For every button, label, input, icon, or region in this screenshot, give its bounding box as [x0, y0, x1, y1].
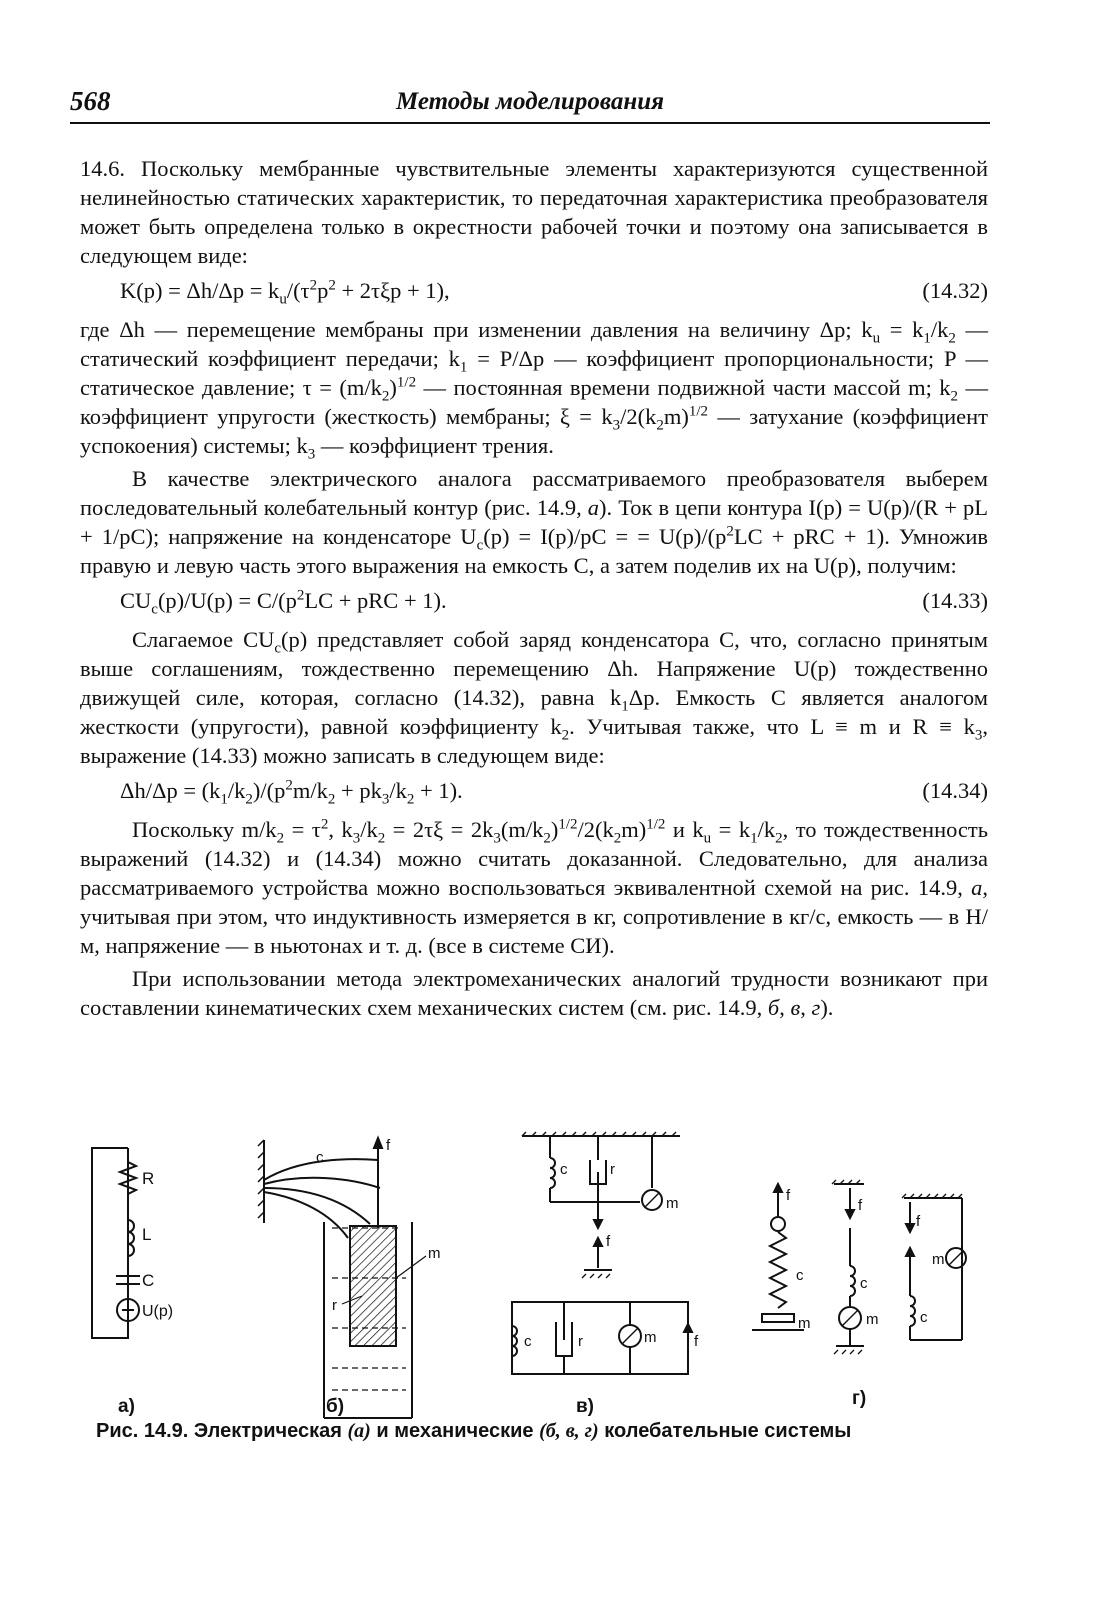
scheme-v-r-label: r	[610, 1161, 615, 1178]
scheme-g3-c-label: c	[920, 1309, 928, 1326]
equiv-v-f-label: f	[694, 1333, 699, 1350]
figure-label-a: а)	[118, 1396, 135, 1417]
paragraph-analog: В качестве электрического аналога рассматриваемого преобразователя выберем последовательный колебательный контур (рис. 14.9, а). Ток в цепи контура I(p) = U(p)/(R + pL + 1/pC); напряжение на конденсаторе $U_c(p) = I(p)/pC$ = = $U(p)/(p^2LC$ + pRC + 1). Умножив правую и левую часть этого выражения на емкость C, а затем поделив их на U(p), получим:	[80, 466, 988, 578]
running-title: Методы моделирования	[396, 88, 664, 115]
scheme-g3-f-label: f	[916, 1213, 921, 1230]
paragraph-kinematic: При использовании метода электромеханических аналогий трудности возникают при составлении кинематических схем механических систем (см. рис. 14.9, б, в, г).	[80, 966, 988, 1020]
membrane-f-label: f	[386, 1137, 391, 1154]
scheme-v-c-label: c	[560, 1161, 568, 1178]
equation-14-33	[80, 586, 988, 617]
equation-number: (14.33)	[922, 588, 988, 613]
figure-label-v: в)	[576, 1396, 595, 1417]
circuit-diagram	[92, 1148, 140, 1338]
membrane-mechanism	[258, 1138, 426, 1418]
equiv-v-c-label: c	[524, 1333, 532, 1350]
scheme-g2-f-label: f	[858, 1197, 863, 1214]
equation-14-34	[80, 776, 988, 807]
scheme-g2-m-label: m	[866, 1311, 879, 1328]
body-text	[80, 154, 988, 1026]
scheme-g3-m-label: m	[932, 1251, 945, 1268]
paragraph-proof: Поскольку $m/k_2 = \tau^2$, $k_3/k_2 = 2\tau\xi = 2k_3(m/k_2)^{1/2}/2(k_2m)^{1/2}$ и $k_u = k_1/k_2$, то тождественность выражений (14.32) и (14.34) можно считать доказанной. Следовательно, для анализа рассматриваемого устройства можно воспользоваться эквивалентной схемой на рис. 14.9, а, учитывая при этом, что индуктивность измеряется в кг, сопротивление в кг/с, емкость — в Н/м, напряжение — в ньютонах и т. д. (все в системе СИ).	[80, 816, 988, 958]
figure-caption: Рис. 14.9. Электрическая (а) и механические (б, в, г) колебательные системы	[96, 1420, 852, 1442]
scheme-g2-c-label: c	[860, 1275, 868, 1292]
equation-number: (14.32)	[922, 278, 988, 303]
resistor-label: R	[142, 1169, 155, 1188]
equation-number: (14.34)	[922, 778, 988, 803]
paragraph-where: где Δh — перемещение мембраны при изменении давления на величину Δp; $k_u = k_1/k_2$ — статический коэффициент передачи; $k_1 = P/\Delta p$ — коэффициент пропорциональности; P — статическое давление; $\tau = (m/k_2)^{1/2}$ — постоянная времени подвижной части массой m; $k_2$ — коэффициент упругости (жесткость) мембраны; $\xi = k_3/2(k_2m)^{1/2}$ — затухание (коэффициент успокоения) системы; $k_3$ — коэффициент трения.	[80, 317, 989, 463]
inductor-label: L	[142, 1225, 152, 1244]
equation-14-32	[80, 276, 988, 307]
header-rule	[70, 122, 990, 124]
voltage-source-label: U(p)	[142, 1303, 174, 1320]
figure-label-b: б)	[326, 1396, 345, 1417]
equation-formula: $\Delta h/\Delta p = (k_1/k_2)/(p^2m/k_2 + pk_3/k_2 + 1)$.	[120, 777, 463, 808]
membrane-c-label: c	[316, 1149, 324, 1166]
equation-formula: $CU_c(p)/U(p) = C/(p^2LC$ + pRC + 1).	[120, 587, 447, 618]
figure-drawing	[80, 1128, 990, 1428]
scheme-g1-c-label: c	[796, 1267, 804, 1284]
scheme-v-f-label: f	[606, 1233, 611, 1250]
scheme-v-m-label: m	[666, 1195, 679, 1212]
equiv-v-r-label: r	[578, 1333, 583, 1350]
page-number: 568	[70, 86, 111, 116]
membrane-m-label: m	[428, 1245, 441, 1262]
mechanical-scheme-v	[512, 1132, 692, 1374]
figure-14-9	[80, 1128, 990, 1568]
capacitor-label: C	[142, 1271, 155, 1290]
membrane-r-label: r	[332, 1297, 337, 1314]
scheme-g1-m-label: m	[798, 1315, 811, 1332]
figure-label-g: г)	[852, 1388, 867, 1409]
paragraph-intro: 14.6. Поскольку мембранные чувствительные элементы характеризуются существенной нелинейностью статических характеристик, то передаточная характеристика преобразователя может быть определена только в окрестности рабочей точки и поэтому она записывается в следующем виде:	[80, 156, 988, 268]
scheme-g1-f-label: f	[786, 1187, 791, 1204]
page-header	[70, 86, 990, 122]
equation-formula: $K(p) = \Delta h/\Delta p = k_u/(\tau^2p^2 + 2\tau\xi p + 1)$,	[120, 277, 450, 308]
equiv-v-m-label: m	[644, 1329, 657, 1346]
paragraph-charge: Слагаемое $CU_c(p)$ представляет собой заряд конденсатора C, что, согласно принятым выше соглашениям, тождественно перемещению Δh. Напряжение U(p) тождественно движущей силе, которая, согласно (14.32), равна $k_1\Delta p$. Емкость C является аналогом жесткости (упругости), равной коэффициенту $k_2$. Учитывая также, что L ≡ m и $R \equiv k_3$, выражение (14.33) можно записать в следующем виде:	[80, 627, 988, 768]
